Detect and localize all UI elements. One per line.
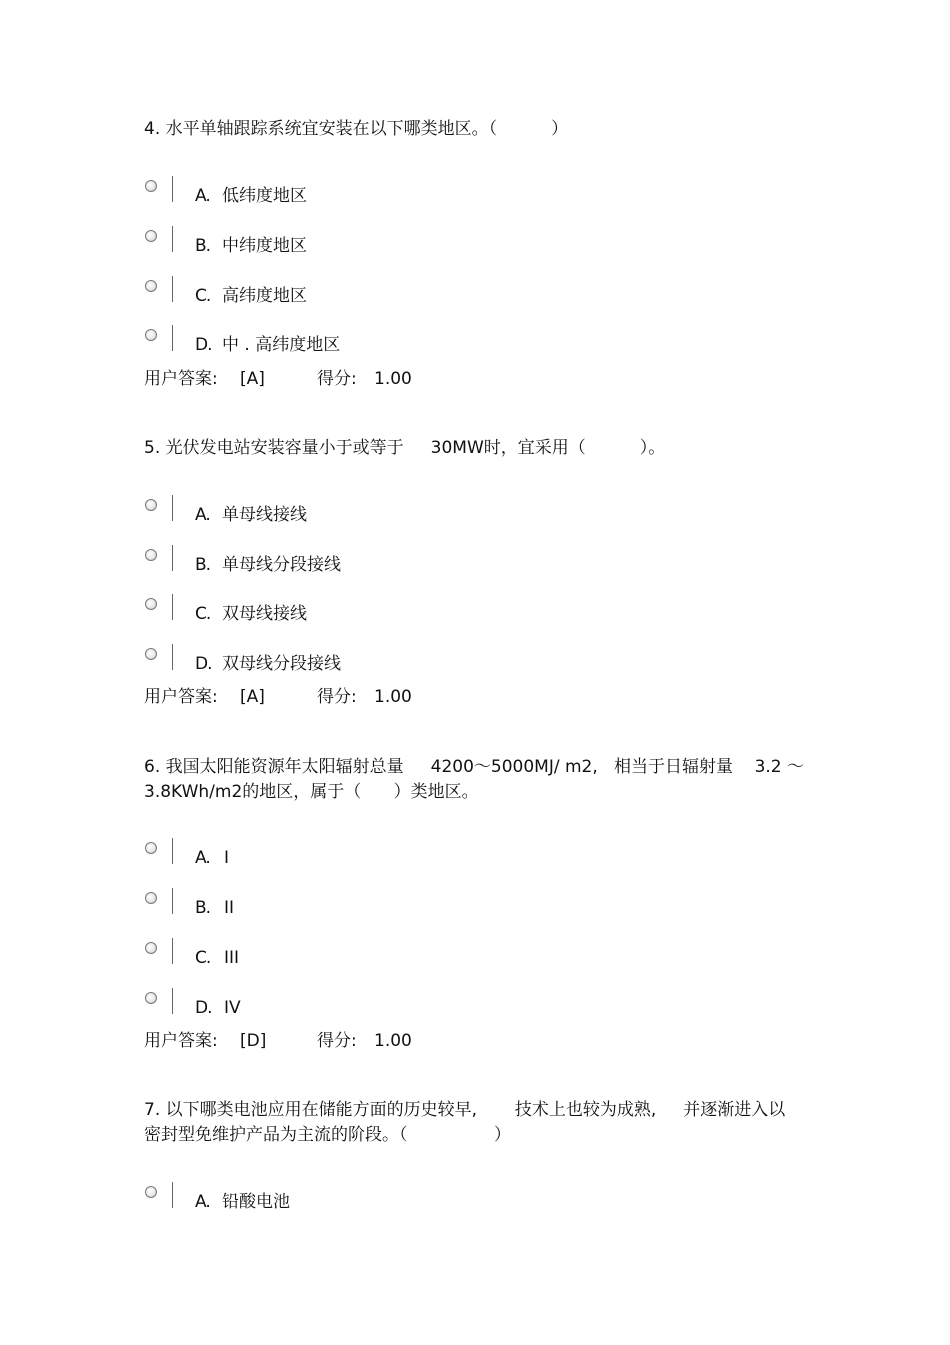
divider xyxy=(172,888,173,914)
answer-label: 用户答案: xyxy=(144,369,218,389)
radio-button[interactable] xyxy=(145,992,157,1004)
radio-button[interactable] xyxy=(145,549,157,561)
option-text: 双母线分段接线 xyxy=(222,654,341,674)
option-text: 双母线接线 xyxy=(222,604,307,624)
option-text: III xyxy=(224,948,240,968)
radio-button[interactable] xyxy=(145,180,157,192)
option-text: 中 . 高纬度地区 xyxy=(222,335,341,355)
option-letter: A. xyxy=(195,1192,210,1212)
option-letter: C. xyxy=(195,286,211,306)
user-answer: [A] xyxy=(240,369,265,389)
option-letter: A. xyxy=(195,505,210,525)
divider xyxy=(172,226,173,252)
option-text: IV xyxy=(224,998,241,1018)
score-label: 得分: xyxy=(317,369,357,389)
divider xyxy=(172,495,173,521)
question-text-line-2: 3.8KWh/m2的地区，属于（ ）类地区。 xyxy=(144,782,479,802)
option-letter: B. xyxy=(195,236,211,256)
question-text-line-1: 6. 我国太阳能资源年太阳辐射总量 4200～5000MJ/ m2, 相当于日辐射量 3.2 ～ xyxy=(144,757,805,777)
user-answer: [D] xyxy=(240,1031,267,1051)
option-text: 高纬度地区 xyxy=(222,286,307,306)
option-text: 单母线分段接线 xyxy=(222,555,341,575)
option-text: 中纬度地区 xyxy=(222,236,307,256)
answer-label: 用户答案: xyxy=(144,687,218,707)
user-answer: [A] xyxy=(240,687,265,707)
option-letter: B. xyxy=(195,898,211,918)
question-text-line-2: 密封型免维护产品为主流的阶段。（ ） xyxy=(144,1125,511,1145)
radio-button[interactable] xyxy=(145,499,157,511)
radio-button[interactable] xyxy=(145,892,157,904)
divider xyxy=(172,988,173,1014)
divider xyxy=(172,1182,173,1208)
option-letter: A. xyxy=(195,186,210,206)
score-label: 得分: xyxy=(317,1031,357,1051)
score-value: 1.00 xyxy=(374,1031,412,1051)
divider xyxy=(172,545,173,571)
option-letter: D. xyxy=(195,998,212,1018)
divider xyxy=(172,838,173,864)
radio-button[interactable] xyxy=(145,1186,157,1198)
question-text: 5. 光伏发电站安装容量小于或等于 30MW时，宜采用（ ）。 xyxy=(144,438,666,458)
option-letter: C. xyxy=(195,604,211,624)
answer-label: 用户答案: xyxy=(144,1031,218,1051)
divider xyxy=(172,176,173,202)
option-text: II xyxy=(224,898,235,918)
option-text: 铅酸电池 xyxy=(222,1192,290,1212)
question-text-line-1: 7. 以下哪类电池应用在储能方面的历史较早, 技术上也较为成熟, 并逐渐进入以 xyxy=(144,1100,786,1120)
option-letter: A. xyxy=(195,848,210,868)
option-letter: D. xyxy=(195,654,212,674)
score-value: 1.00 xyxy=(374,687,412,707)
option-letter: C. xyxy=(195,948,211,968)
divider xyxy=(172,325,173,351)
radio-button[interactable] xyxy=(145,942,157,954)
divider xyxy=(172,644,173,670)
divider xyxy=(172,276,173,302)
radio-button[interactable] xyxy=(145,598,157,610)
divider xyxy=(172,594,173,620)
radio-button[interactable] xyxy=(145,329,157,341)
score-label: 得分: xyxy=(317,687,357,707)
score-value: 1.00 xyxy=(374,369,412,389)
option-letter: D. xyxy=(195,335,212,355)
option-text: 低纬度地区 xyxy=(222,186,307,206)
option-text: I xyxy=(224,848,230,868)
question-text: 4. 水平单轴跟踪系统宜安装在以下哪类地区。（ ） xyxy=(144,119,569,139)
radio-button[interactable] xyxy=(145,280,157,292)
divider xyxy=(172,938,173,964)
option-letter: B. xyxy=(195,555,211,575)
radio-button[interactable] xyxy=(145,648,157,660)
radio-button[interactable] xyxy=(145,842,157,854)
option-text: 单母线接线 xyxy=(222,505,307,525)
radio-button[interactable] xyxy=(145,230,157,242)
